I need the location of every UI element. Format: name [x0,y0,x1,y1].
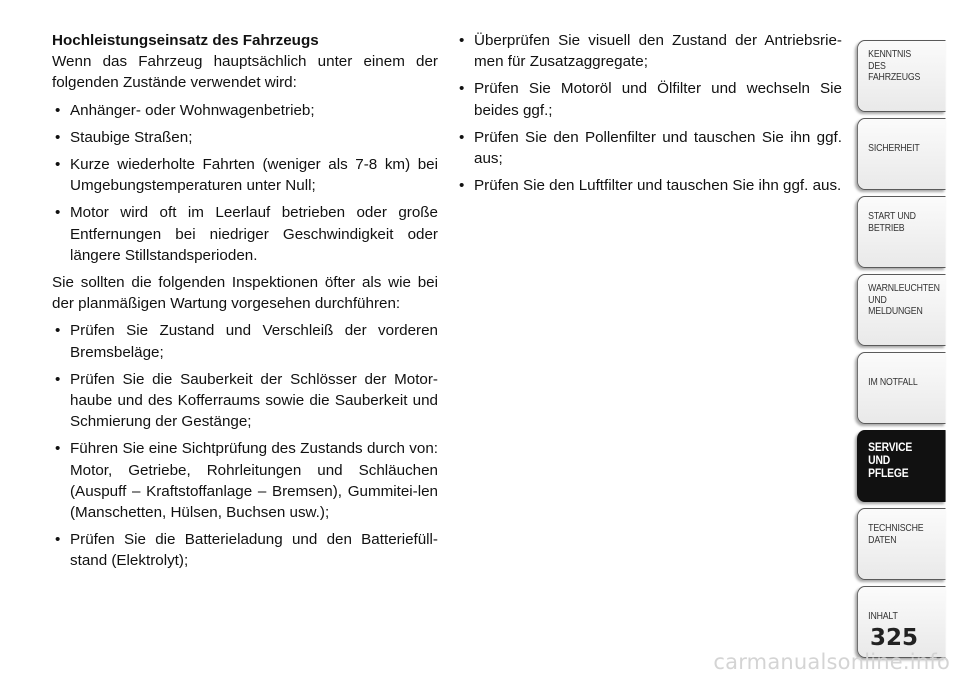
tab-technische-daten[interactable]: TECHNISCHE DATEN [857,508,946,580]
inspections-list-continued [456,30,842,196]
conditions-list [52,100,438,266]
intro-paragraph: Wenn das Fahrzeug hauptsächlich unter einem der folgenden Zustände verwendet wird: [52,53,438,92]
inspections-intro-paragraph: Sie sollten die folgenden Inspektionen öfter als wie bei der planmäßigen Wartung vorgesehen durchführen: [52,274,438,313]
tab-inhalt[interactable]: INHALT [857,586,946,658]
right-column [456,30,842,202]
list-item: • Führen Sie eine Sichtprüfung des Zustands durch von: Motor, Getriebe, Rohrleitungen und Schläuchen (Auspuff – Kraftstoffanlage – Bremsen), Gummitei-len (Manschetten, Hülsen, Buchsen usw.); [52,438,438,523]
tab-sicherheit[interactable]: SICHERHEIT [857,118,946,190]
list-item: • Prüfen Sie die Sauberkeit der Schlösser der Motor-haube und des Kofferraums sowie die Sauberkeit und Schmierung der Gestänge; [52,369,438,433]
tab-start-und-betrieb[interactable]: START UND BETRIEB [857,196,946,268]
page-number: 325 [870,625,919,651]
chapter-tabs [857,40,960,664]
list-item: • Prüfen Sie den Luftfilter und tauschen Sie ihn ggf. aus. [456,175,842,196]
tab-warnleuchten-und-meldungen[interactable]: WARNLEUCHTEN UND MELDUNGEN [857,274,946,346]
list-item: • Motor wird oft im Leerlauf betrieben oder große Entfernungen bei niedriger Geschwindigkeit oder längere Stillstandsperioden. [52,202,438,266]
tab-service-und-pflege[interactable]: SERVICE UND PFLEGE [857,430,946,502]
section-heading: Hochleistungseinsatz des Fahrzeugs [52,32,319,49]
list-item: • Kurze wiederholte Fahrten (weniger als 7-8 km) bei Umgebungstemperaturen unter Null; [52,154,438,196]
list-item: • Prüfen Sie die Batterieladung und den Batteriefüll-stand (Elektrolyt); [52,529,438,571]
tab-kenntnis-des-fahrzeugs[interactable]: KENNTNIS DES FAHRZEUGS [857,40,946,112]
inspections-list [52,320,438,571]
list-item: • Prüfen Sie den Pollenfilter und tauschen Sie ihn ggf. aus; [456,127,842,169]
tab-im-notfall[interactable]: IM NOTFALL [857,352,946,424]
list-item: • Prüfen Sie Zustand und Verschleiß der vorderen Bremsbeläge; [52,320,438,362]
list-item: • Prüfen Sie Motoröl und Ölfilter und wechseln Sie beides ggf.; [456,78,842,120]
watermark-text: carmanualsonline.info [713,650,950,674]
list-item: • Staubige Straßen; [52,127,438,148]
list-item: • Überprüfen Sie visuell den Zustand der Antriebsrie-men für Zusatzaggregate; [456,30,842,72]
left-column [52,30,438,578]
list-item: • Anhänger- oder Wohnwagenbetrieb; [52,100,438,121]
